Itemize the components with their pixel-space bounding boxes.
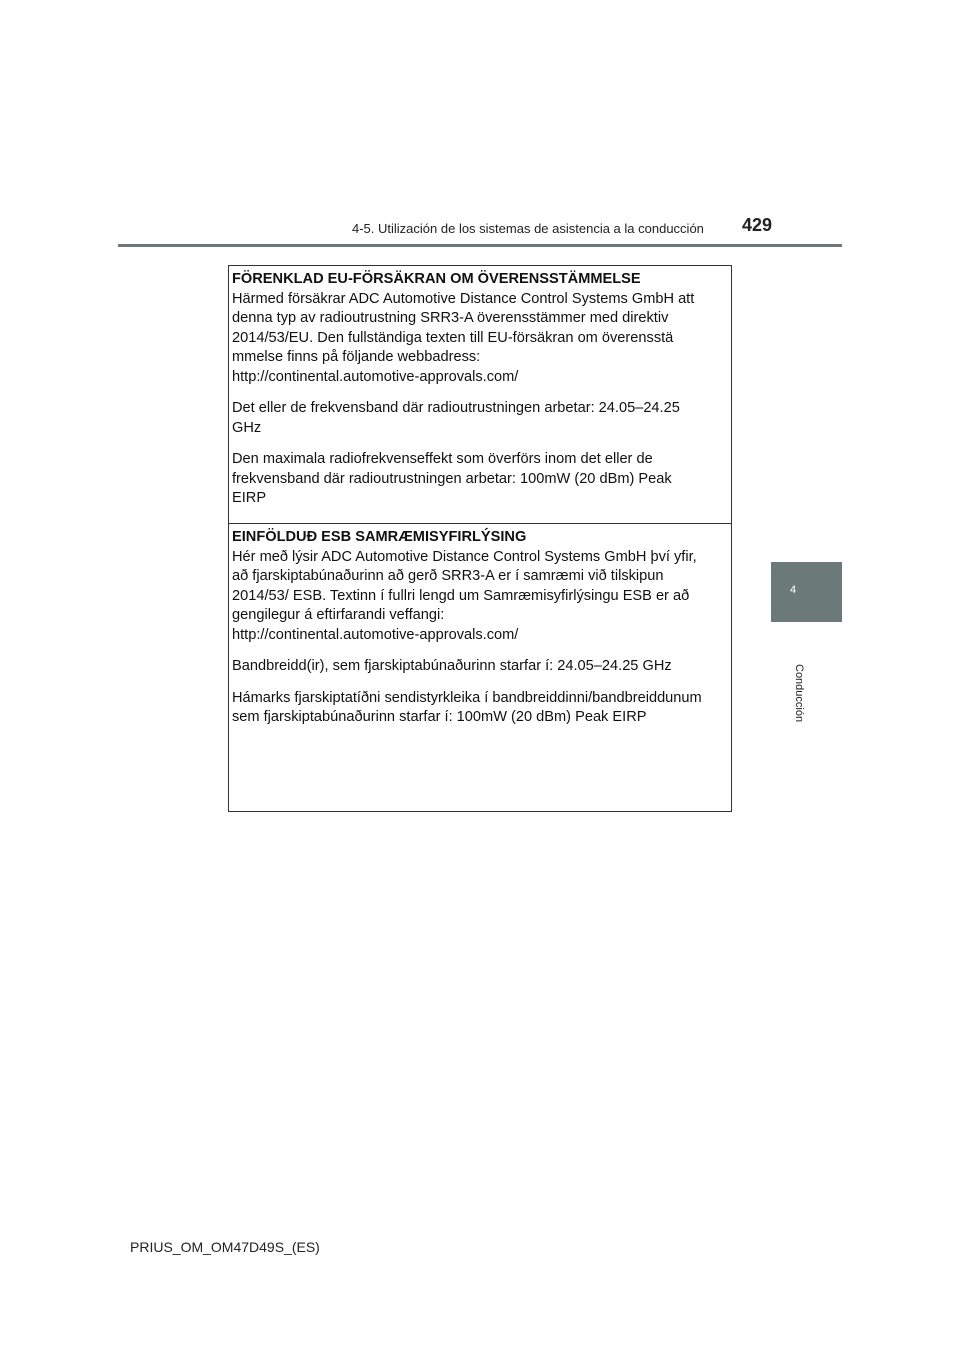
declaration-url: http://continental.automotive-approvals.com/ bbox=[232, 626, 519, 643]
declaration-line: denna typ av radioutrustning SRR3-A överensstämmer med direktiv bbox=[232, 310, 669, 326]
icelandic-declaration-title: EINFÖLDUÐ ESB SAMRÆMISYFIRLÝSING bbox=[232, 529, 527, 545]
max-power-line: frekvensband där radioutrustningen arbetar: 100mW (20 dBm) Peak bbox=[232, 470, 672, 487]
running-header-section-title: 4-5. Utilización de los sistemas de asistencia a la conducción bbox=[352, 221, 704, 236]
swedish-declaration-title: FÖRENKLAD EU-FÖRSÄKRAN OM ÖVERENSSTÄMMELSE bbox=[232, 271, 641, 287]
declaration-line: að fjarskiptabúnaðurinn að gerð SRR3-A er í samræmi við tilskipun bbox=[232, 568, 664, 584]
declaration-box bbox=[228, 265, 732, 812]
declaration-line: 2014/53/ ESB. Textinn í fullri lengd um Samræmisyfirlýsingu ESB er að bbox=[232, 587, 690, 604]
declaration-line: gengilegur á eftirfarandi veffangi: bbox=[232, 607, 445, 623]
max-power-line: Hámarks fjarskiptatíðni sendistyrkleika í bandbreiddinni/bandbreiddunum bbox=[232, 689, 702, 706]
frequency-band-line: GHz bbox=[232, 419, 262, 436]
frequency-band-line: Bandbreidd(ir), sem fjarskiptabúnaðurinn starfar í: 24.05–24.25 GHz bbox=[232, 658, 672, 674]
max-power-line: Den maximala radiofrekvenseffekt som överförs inom det eller de bbox=[232, 451, 653, 467]
chapter-tab-number: 4 bbox=[790, 584, 797, 596]
icelandic-declaration-section bbox=[229, 524, 731, 728]
swedish-declaration-section bbox=[229, 266, 731, 524]
declaration-line: Härmed försäkrar ADC Automotive Distance Control Systems GmbH att bbox=[232, 290, 695, 307]
chapter-tab bbox=[771, 562, 842, 622]
max-power-line: EIRP bbox=[232, 490, 267, 506]
document-code: PRIUS_OM_OM47D49S_(ES) bbox=[130, 1239, 320, 1255]
declaration-line: Hér með lýsir ADC Automotive Distance Control Systems GmbH því yfir, bbox=[232, 548, 697, 565]
page-number: 429 bbox=[742, 215, 773, 235]
frequency-band-line: Det eller de frekvensband där radioutrustningen arbetar: 24.05–24.25 bbox=[232, 400, 680, 416]
declaration-line: 2014/53/EU. Den fullständiga texten till EU-försäkran om överensstä bbox=[232, 329, 674, 346]
declaration-url: http://continental.automotive-approvals.com/ bbox=[232, 368, 519, 385]
chapter-tab-label: Conducción bbox=[793, 664, 805, 723]
header-divider bbox=[118, 244, 842, 247]
declaration-line: mmelse finns på följande webbadress: bbox=[232, 349, 481, 365]
max-power-line: sem fjarskiptabúnaðurinn starfar í: 100mW (20 dBm) Peak EIRP bbox=[232, 709, 647, 725]
